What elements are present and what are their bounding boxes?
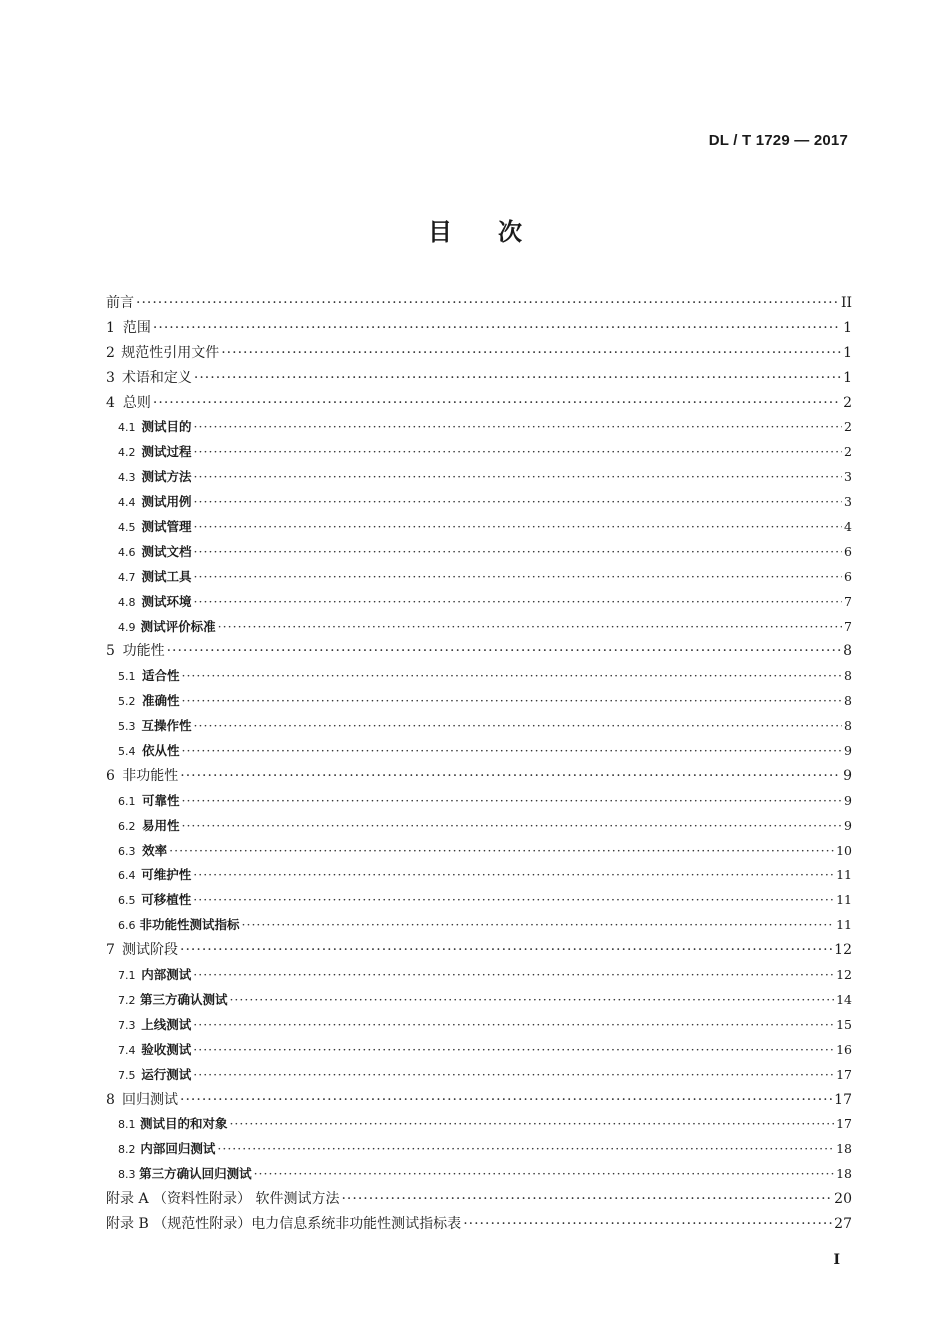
toc-entry-page: 20 xyxy=(834,1191,852,1208)
toc-entry-number: 7.4 xyxy=(118,1043,136,1057)
toc-entry-number: 8 xyxy=(106,1091,115,1108)
toc-entry-label: 互操作性 xyxy=(141,718,192,734)
toc-entry-page: 4 xyxy=(844,519,852,535)
toc-leader-dots xyxy=(181,789,842,814)
toc-entry-page: 11 xyxy=(836,917,852,933)
toc-entry-number: 2 xyxy=(106,344,115,361)
toc-entry[interactable] xyxy=(106,1187,852,1212)
toc-entry-label: 适合性 xyxy=(141,668,180,684)
toc-entry-number: 6.3 xyxy=(118,844,136,858)
toc-leader-dots xyxy=(217,1137,834,1162)
toc-leader-dots xyxy=(254,1162,835,1187)
toc-entry-page: 8 xyxy=(844,693,852,709)
toc-entry-page: 6 xyxy=(844,543,852,559)
toc-entry[interactable] xyxy=(106,664,852,689)
toc-entry-number: 4.7 xyxy=(118,570,136,584)
toc-entry[interactable] xyxy=(106,1088,852,1113)
toc-entry[interactable] xyxy=(106,1212,852,1237)
toc-entry[interactable] xyxy=(106,1013,852,1038)
toc-leader-dots xyxy=(242,913,835,938)
toc-entry-number: 4.8 xyxy=(118,595,136,609)
toc-entry-number: 5 xyxy=(106,643,115,660)
toc-entry-page: 27 xyxy=(834,1215,852,1232)
toc-entry-number: 8.1 xyxy=(118,1118,136,1132)
toc-leader-dots xyxy=(218,615,842,640)
toc-entry[interactable] xyxy=(106,515,852,540)
toc-entry-label: 效率 xyxy=(142,842,168,858)
toc-entry-page: 1 xyxy=(843,319,852,336)
toc-entry-page: 1 xyxy=(843,369,852,386)
toc-entry-label: 运行测试 xyxy=(141,1066,192,1082)
toc-entry-number: 7.3 xyxy=(118,1018,136,1032)
toc-entry-label: 第三方确认测试 xyxy=(139,991,228,1007)
toc-entry[interactable] xyxy=(106,415,852,440)
toc-entry[interactable] xyxy=(106,814,852,839)
toc-entry[interactable] xyxy=(106,1112,852,1137)
toc-entry[interactable] xyxy=(106,764,852,789)
toc-entry-number: 7 xyxy=(106,942,115,959)
toc-entry-page: 15 xyxy=(836,1016,852,1032)
toc-entry-number: 7.5 xyxy=(118,1068,136,1082)
toc-entry-number: 1 xyxy=(106,319,115,336)
toc-leader-dots xyxy=(194,714,843,739)
toc-entry-number: 6.5 xyxy=(118,894,136,908)
toc-entry-label: 准确性 xyxy=(141,693,180,709)
toc-leader-dots xyxy=(194,515,843,540)
toc-entry[interactable] xyxy=(106,1063,852,1088)
toc-entry-number: 4.3 xyxy=(118,471,136,485)
toc-entry-label: 范围 xyxy=(122,319,151,336)
toc-entry[interactable] xyxy=(106,938,852,963)
toc-entry-label: 测试环境 xyxy=(141,593,192,609)
toc-entry-number: 4.5 xyxy=(118,521,136,535)
toc-entry-label: 测试管理 xyxy=(141,519,192,535)
toc-entry[interactable] xyxy=(106,739,852,764)
toc-leader-dots xyxy=(229,988,834,1013)
toc-entry-label: 测试文档 xyxy=(141,543,192,559)
toc-entry-number: 3 xyxy=(106,369,115,386)
toc-entry-page: 7 xyxy=(844,593,852,609)
toc-entry[interactable] xyxy=(106,590,852,615)
toc-entry-page: 9 xyxy=(843,767,852,784)
toc-entry-number: 4.1 xyxy=(118,421,136,435)
toc-leader-dots xyxy=(180,764,841,789)
toc-entry-label: 测试评价标准 xyxy=(140,618,216,634)
toc-leader-dots xyxy=(193,863,834,888)
toc-entry-label: 第三方确认回归测试 xyxy=(139,1166,252,1182)
toc-entry[interactable] xyxy=(106,863,852,888)
toc-entry-page: 18 xyxy=(836,1166,852,1182)
toc-entry[interactable] xyxy=(106,913,852,938)
toc-entry-page: 14 xyxy=(836,991,852,1007)
toc-entry[interactable] xyxy=(106,366,852,391)
toc-entry[interactable] xyxy=(106,291,852,316)
toc-entry-label: 内部测试 xyxy=(141,967,192,983)
toc-entry-page: 9 xyxy=(844,792,852,808)
toc-entry[interactable] xyxy=(106,615,852,640)
toc-leader-dots xyxy=(194,565,843,590)
toc-entry-page: 17 xyxy=(836,1066,852,1082)
toc-leader-dots xyxy=(221,341,841,366)
toc-entry[interactable] xyxy=(106,689,852,714)
toc-entry-label: 测试工具 xyxy=(141,568,192,584)
toc-entry-label: 总则 xyxy=(122,394,151,411)
toc-leader-dots xyxy=(194,440,843,465)
toc-entry[interactable] xyxy=(106,988,852,1013)
toc-entry-page: 17 xyxy=(836,1116,852,1132)
toc-entry-label: 测试方法 xyxy=(141,469,192,485)
toc-entry-number: 6.6 xyxy=(118,919,136,933)
toc-leader-dots xyxy=(181,664,842,689)
toc-entry-label: 非功能性 xyxy=(122,767,179,784)
toc-entry-page: 11 xyxy=(836,867,852,883)
toc-entry-number: 4.9 xyxy=(118,620,136,634)
toc-leader-dots xyxy=(193,1063,834,1088)
footer-page-number: I xyxy=(833,1252,840,1268)
toc-entry-page: 2 xyxy=(844,419,852,435)
toc-leader-dots xyxy=(136,291,839,316)
toc-entry-label: 可靠性 xyxy=(141,792,180,808)
toc-leader-dots xyxy=(181,814,842,839)
toc-entry-page: 8 xyxy=(844,668,852,684)
toc-leader-dots xyxy=(194,540,843,565)
toc-entry-page: II xyxy=(840,295,852,311)
toc-entry-number: 8.3 xyxy=(118,1168,136,1182)
toc-entry-page: 8 xyxy=(844,718,852,734)
toc-entry-label: 验收测试 xyxy=(141,1041,192,1057)
toc-entry-label: 内部回归测试 xyxy=(140,1141,216,1157)
toc-entry-label: 可维护性 xyxy=(141,867,192,883)
toc-entry-label: 可移植性 xyxy=(141,892,192,908)
toc-entry[interactable] xyxy=(106,465,852,490)
toc-entry-page: 12 xyxy=(834,942,852,959)
toc-leader-dots xyxy=(180,1088,832,1113)
toc-leader-dots xyxy=(193,1038,834,1063)
toc-entry[interactable] xyxy=(106,540,852,565)
toc-leader-dots xyxy=(169,839,834,864)
toc-entry-page: 2 xyxy=(843,394,852,411)
toc-entry[interactable] xyxy=(106,391,852,416)
toc-entry[interactable] xyxy=(106,639,852,664)
toc-entry-label: 测试用例 xyxy=(141,494,192,510)
toc-entry-page: 11 xyxy=(836,892,852,908)
toc-leader-dots xyxy=(153,316,841,341)
toc-entry[interactable] xyxy=(106,1162,852,1187)
toc-entry-page: 8 xyxy=(843,643,852,660)
toc-entry-page: 16 xyxy=(836,1041,852,1057)
toc-entry-label: 附录 B （规范性附录）电力信息系统非功能性测试指标表 xyxy=(106,1215,462,1232)
document-code: DL / T 1729 — 2017 xyxy=(708,132,848,149)
toc-entry[interactable] xyxy=(106,789,852,814)
toc-entry-number: 5.1 xyxy=(118,670,136,684)
toc-entry-page: 2 xyxy=(844,444,852,460)
toc-entry[interactable] xyxy=(106,714,852,739)
toc-entry-number: 6.4 xyxy=(118,869,136,883)
toc-entry[interactable] xyxy=(106,440,852,465)
toc-entry-label: 测试阶段 xyxy=(122,942,179,959)
toc-leader-dots xyxy=(194,366,841,391)
toc-entry-number: 5.3 xyxy=(118,720,136,734)
toc-entry-label: 规范性引用文件 xyxy=(121,344,220,361)
page-title: 目次 xyxy=(428,217,568,246)
toc-leader-dots xyxy=(194,590,843,615)
toc-entry-page: 6 xyxy=(844,568,852,584)
toc-entry[interactable] xyxy=(106,1137,852,1162)
toc-entry-page: 1 xyxy=(843,344,852,361)
toc-entry-label: 测试目的 xyxy=(141,419,192,435)
toc-entry[interactable] xyxy=(106,341,852,366)
toc-entry-label: 功能性 xyxy=(122,643,165,660)
toc-entry-page: 3 xyxy=(844,494,852,510)
toc-entry-number: 4.2 xyxy=(118,446,136,460)
toc-entry[interactable] xyxy=(106,490,852,515)
toc-leader-dots xyxy=(341,1187,832,1212)
toc-leader-dots xyxy=(194,465,843,490)
toc-entry-number: 6 xyxy=(106,767,115,784)
toc-leader-dots xyxy=(463,1212,832,1237)
toc-entry-label: 测试目的和对象 xyxy=(139,1116,228,1132)
toc-entry-label: 术语和定义 xyxy=(121,369,192,386)
toc-leader-dots xyxy=(229,1112,834,1137)
toc-entry-number: 5.2 xyxy=(118,695,136,709)
toc-entry-number: 7.2 xyxy=(118,993,136,1007)
toc-entry-number: 8.2 xyxy=(118,1143,136,1157)
toc-entry-label: 依从性 xyxy=(141,743,180,759)
toc-entry-page: 10 xyxy=(836,842,852,858)
toc-entry[interactable] xyxy=(106,316,852,341)
toc-entry[interactable] xyxy=(106,839,852,864)
toc-entry-label: 回归测试 xyxy=(122,1091,179,1108)
toc-entry-label: 附录 A （资料性附录） 软件测试方法 xyxy=(106,1191,340,1208)
toc-entry-label: 非功能性测试指标 xyxy=(139,917,240,933)
toc-entry-page: 18 xyxy=(836,1141,852,1157)
toc-entry-label: 上线测试 xyxy=(141,1016,192,1032)
toc-leader-dots xyxy=(181,689,842,714)
toc-leader-dots xyxy=(194,415,843,440)
toc-entry[interactable] xyxy=(106,565,852,590)
toc-entry-page: 12 xyxy=(836,967,852,983)
toc-entry-number: 4.4 xyxy=(118,496,136,510)
toc-entry-label: 易用性 xyxy=(141,817,180,833)
toc-leader-dots xyxy=(180,938,832,963)
toc-entry-number: 6.1 xyxy=(118,794,136,808)
toc-leader-dots xyxy=(181,739,842,764)
toc-entry-label: 前言 xyxy=(106,295,134,311)
toc-entry-page: 17 xyxy=(834,1091,852,1108)
toc-leader-dots xyxy=(167,639,842,664)
toc-entry-page: 9 xyxy=(844,817,852,833)
toc-leader-dots xyxy=(193,888,834,913)
toc-entry-number: 5.4 xyxy=(118,745,136,759)
toc-entry-label: 测试过程 xyxy=(141,444,192,460)
toc-entry[interactable] xyxy=(106,1038,852,1063)
toc-entry-page: 7 xyxy=(844,618,852,634)
toc-entry-page: 9 xyxy=(844,743,852,759)
table-of-contents xyxy=(106,291,852,1237)
toc-entry-number: 4.6 xyxy=(118,545,136,559)
toc-leader-dots xyxy=(193,963,834,988)
toc-leader-dots xyxy=(193,1013,834,1038)
toc-entry[interactable] xyxy=(106,888,852,913)
toc-entry-number: 7.1 xyxy=(118,969,136,983)
toc-entry[interactable] xyxy=(106,963,852,988)
toc-leader-dots xyxy=(194,490,843,515)
toc-entry-page: 3 xyxy=(844,469,852,485)
toc-entry-number: 4 xyxy=(106,394,115,411)
toc-leader-dots xyxy=(153,391,841,416)
toc-entry-number: 6.2 xyxy=(118,819,136,833)
